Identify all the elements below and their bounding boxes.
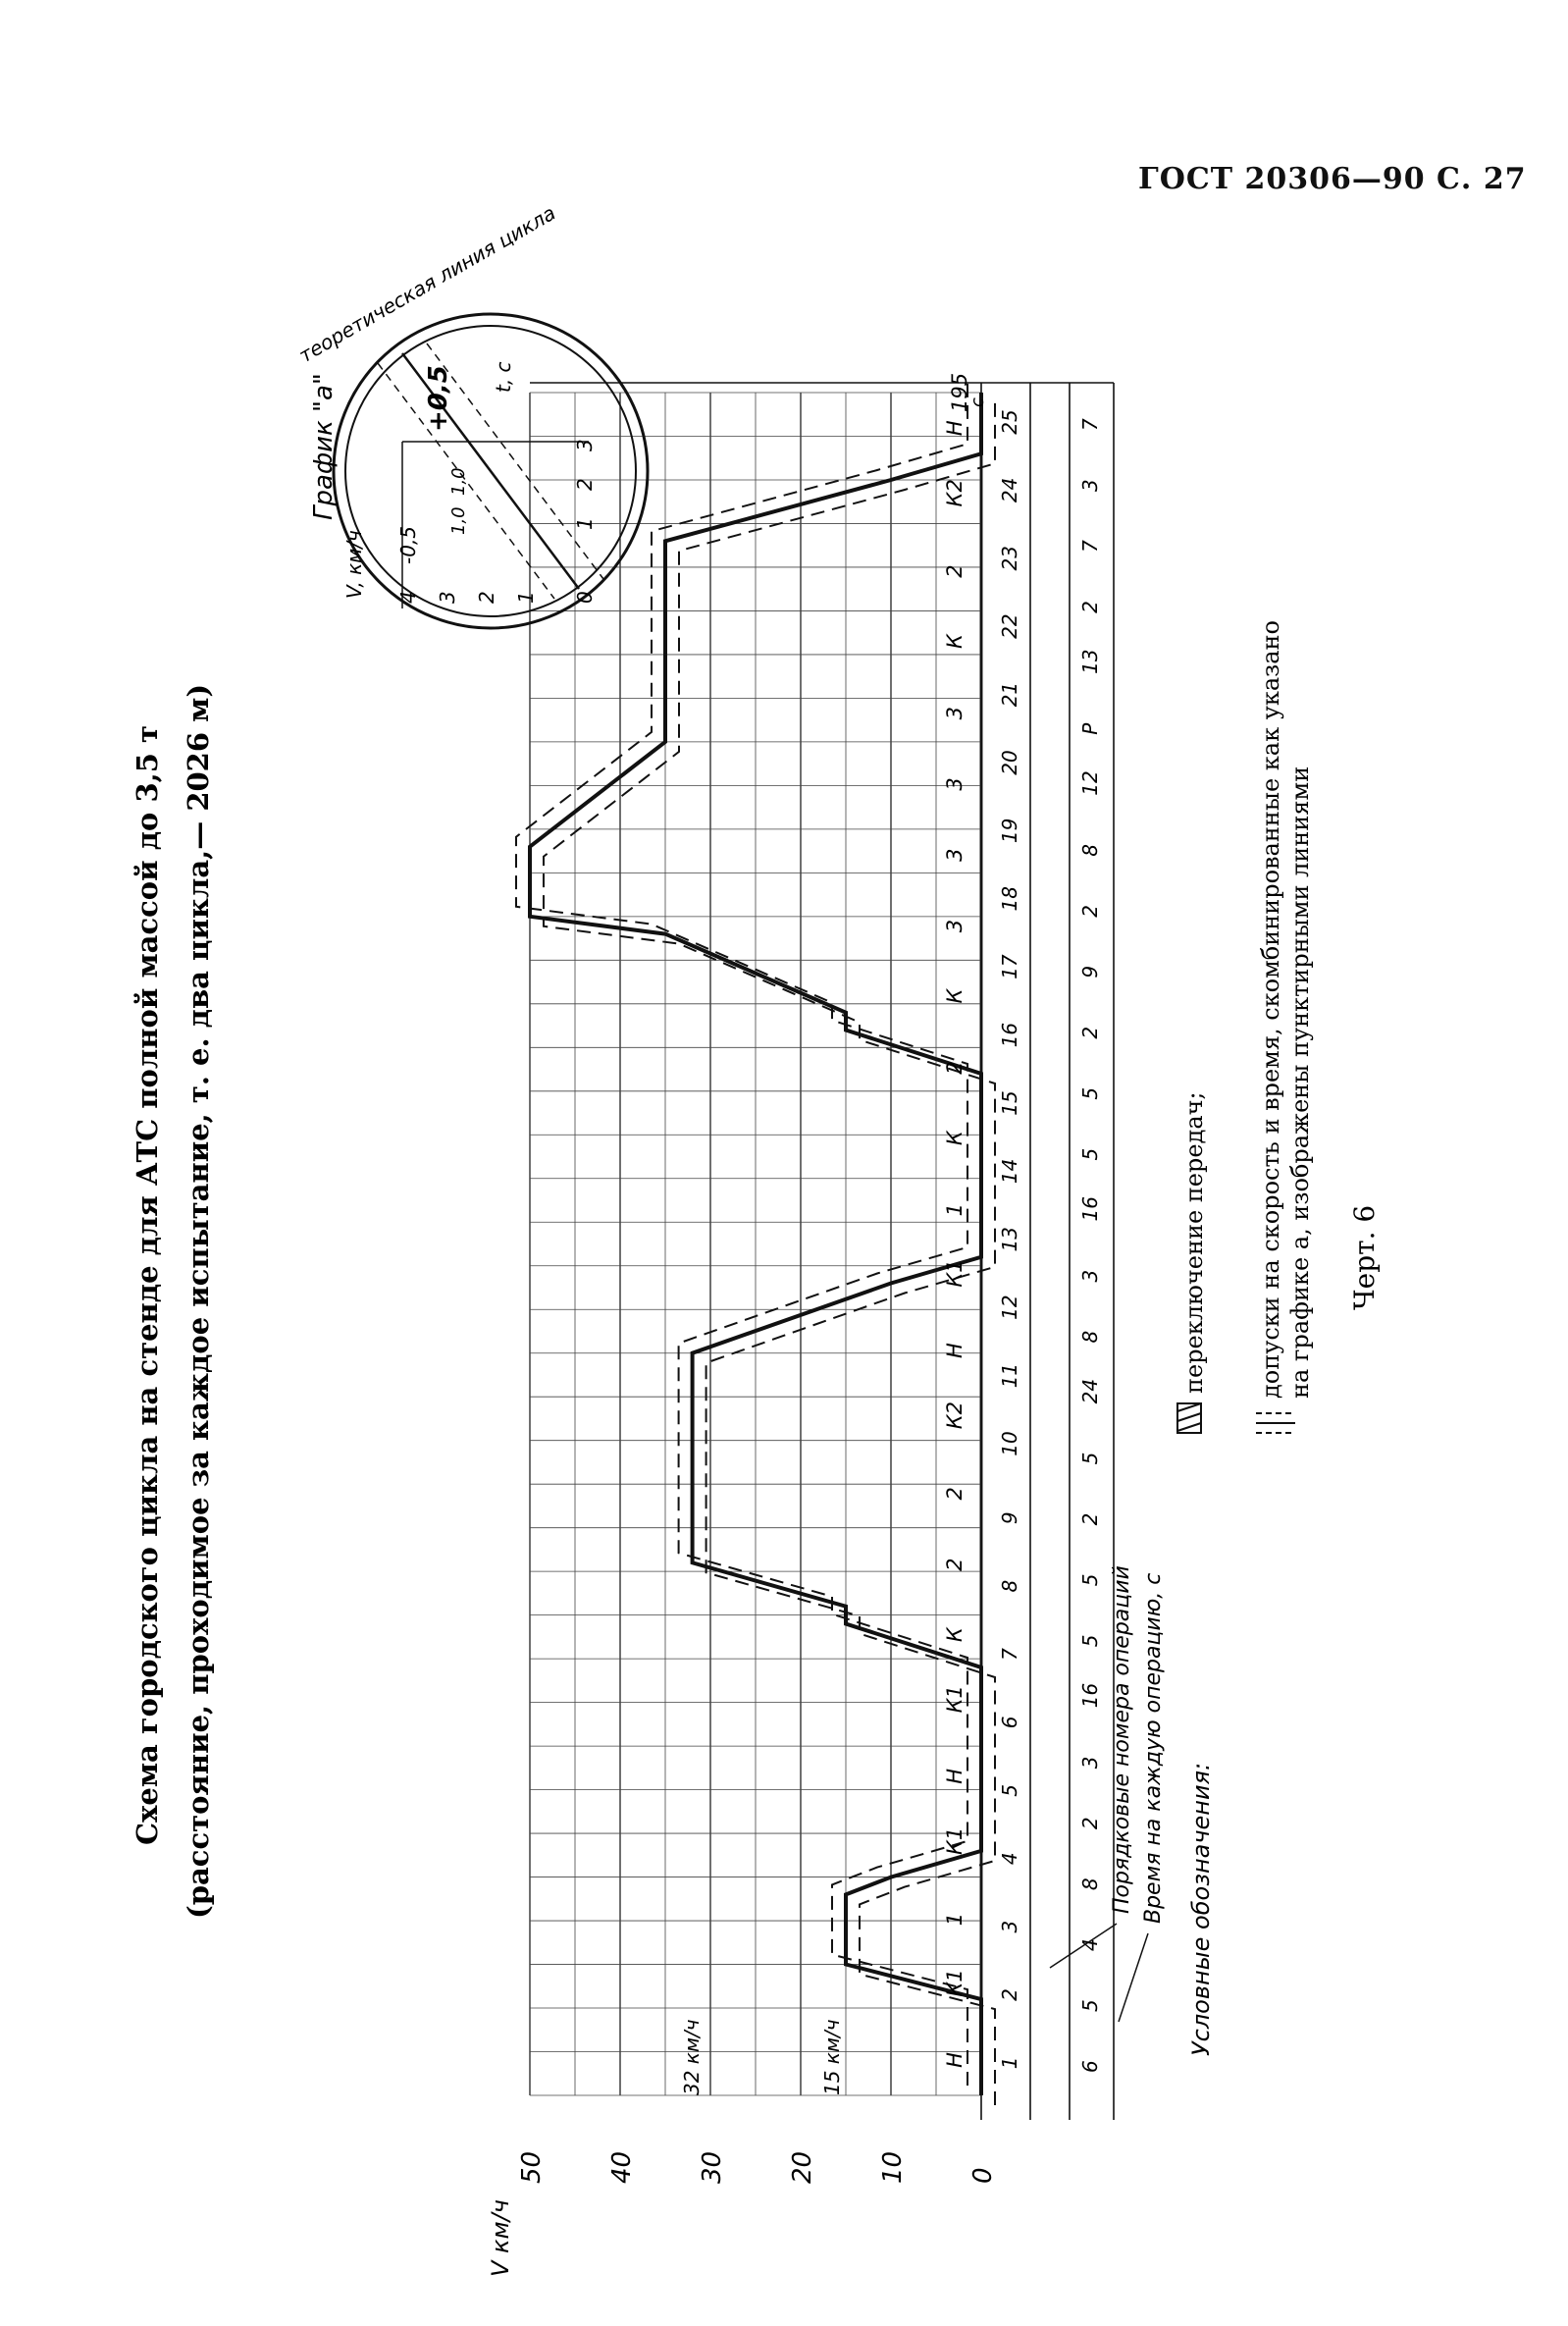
legend-tolerance-line2: на графике а, изображены пунктирными линиями	[1286, 766, 1314, 1399]
operation-time-7: 5	[1078, 1634, 1102, 1648]
y-tick-label-20: 20	[788, 2150, 817, 2184]
gear-mark-13: К	[943, 1131, 967, 1146]
operation-number-17: 17	[998, 954, 1021, 979]
operation-time-25: 7	[1078, 540, 1102, 553]
operation-number-15: 15	[998, 1090, 1021, 1116]
chart-title: Схема городского цикла на стенде для АТС полной массой до 3,5 т	[131, 724, 164, 1845]
inset-graph-a	[295, 201, 649, 628]
gear-mark-11: К1	[943, 1259, 967, 1288]
operation-number-5: 5	[998, 1783, 1021, 1797]
gear-mark-23: Н	[943, 420, 967, 437]
operation-time-26: 3	[1078, 479, 1102, 492]
inset-ytick-4: 4	[396, 591, 420, 604]
operation-time-6: 16	[1078, 1682, 1102, 1709]
y-tick-label-50: 50	[517, 2150, 547, 2184]
operation-time-4: 2	[1078, 1817, 1102, 1830]
gear-mark-21: 2	[943, 564, 967, 578]
operation-time-1: 5	[1078, 1999, 1102, 2013]
operation-time-18: 9	[1078, 965, 1102, 978]
gear-mark-6: К	[943, 1627, 967, 1643]
inset-ytick-0: 0	[573, 591, 597, 604]
tolerance-line-upper	[516, 383, 967, 2086]
legend-op-number: Порядковые номера операций	[1110, 1565, 1134, 1914]
operation-time-20: 8	[1078, 843, 1102, 857]
operation-time-27: 7	[1078, 418, 1102, 431]
gear-mark-18: 3	[943, 777, 967, 791]
operation-number-9: 9	[998, 1511, 1021, 1525]
inset-curve-label: теоретическая линия цикла	[294, 200, 560, 368]
gear-mark-2: 1	[943, 1912, 967, 1927]
inset-tol-t2: 1,0	[448, 467, 469, 496]
chart-grid	[530, 383, 1114, 2120]
operation-number-10: 10	[998, 1431, 1021, 1456]
operation-time-19: 2	[1078, 904, 1102, 918]
operation-number-1: 1	[998, 2056, 1021, 2070]
gear-mark-1: К1	[943, 1969, 967, 1997]
operation-number-3: 3	[998, 1920, 1021, 1933]
gear-mark-20: К	[943, 634, 967, 650]
operation-time-16: 5	[1078, 1086, 1102, 1100]
gear-mark-14: 2	[943, 1061, 967, 1075]
operation-time-14: 16	[1078, 1196, 1102, 1222]
legend-conventions: Условные обозначения:	[1187, 1762, 1215, 2056]
operation-number-23: 23	[998, 546, 1021, 571]
speed-annotation-15: 15 км/ч	[820, 2019, 844, 2095]
x-end-label: 195	[948, 372, 971, 412]
operation-time-2: 4	[1078, 1938, 1102, 1952]
tolerance-line-lower	[544, 402, 995, 2105]
gear-mark-3: К1	[943, 1826, 967, 1855]
gear-mark-5: К1	[943, 1685, 967, 1714]
inset-xtick-1: 1	[573, 517, 597, 530]
operation-time-22: Р	[1078, 722, 1102, 735]
inset-xtick-3: 3	[573, 439, 597, 451]
gear-mark-7: 2	[943, 1558, 967, 1571]
operation-number-25: 25	[998, 409, 1021, 435]
gear-mark-15: К	[943, 988, 967, 1004]
gear-mark-10: Н	[943, 1343, 967, 1358]
page-header: ГОСТ 20306—90 С. 27	[1138, 162, 1527, 196]
operation-number-21: 21	[998, 681, 1021, 708]
operation-number-18: 18	[998, 886, 1021, 912]
inset-ytick-2: 2	[475, 591, 498, 604]
operation-time-5: 3	[1078, 1756, 1102, 1770]
inset-x-label: t, с	[492, 361, 515, 393]
operation-number-7: 7	[998, 1648, 1021, 1661]
operation-time-23: 13	[1078, 649, 1102, 674]
operation-number-22: 22	[998, 613, 1021, 639]
gear-mark-16: 3	[943, 919, 967, 933]
gear-mark-4: Н	[943, 1768, 967, 1784]
operation-number-6: 6	[998, 1716, 1021, 1729]
gear-mark-0: Н	[943, 2052, 967, 2068]
operation-time-17: 2	[1078, 1026, 1102, 1039]
gear-mark-9: К2	[943, 1401, 967, 1430]
operation-time-0: 6	[1078, 2060, 1102, 2074]
operation-time-24: 2	[1078, 601, 1102, 613]
figure-caption: Черт. 6	[1348, 1204, 1381, 1310]
inset-ytick-1: 1	[514, 591, 538, 604]
operation-number-13: 13	[998, 1227, 1021, 1252]
gear-mark-19: 3	[943, 706, 967, 720]
y-axis-label: V км/ч	[487, 2199, 514, 2277]
gear-mark-12: 1	[943, 1202, 967, 1217]
y-tick-label-30: 30	[698, 2150, 727, 2184]
operation-time-15: 5	[1078, 1147, 1102, 1161]
operation-time-9: 2	[1078, 1512, 1102, 1526]
gear-shift-symbol-icon	[1177, 1403, 1201, 1433]
operation-time-12: 8	[1078, 1330, 1102, 1344]
inset-tol-minus: -0,5	[396, 525, 420, 564]
operation-time-3: 8	[1078, 1877, 1102, 1891]
operation-time-10: 5	[1078, 1452, 1102, 1465]
operation-number-12: 12	[998, 1295, 1021, 1320]
inset-y-label: V, км/ч	[342, 530, 366, 599]
gear-mark-22: К2	[943, 479, 967, 507]
y-tick-label-0: 0	[968, 2167, 998, 2184]
operation-number-11: 11	[998, 1362, 1021, 1389]
operation-number-4: 4	[998, 1852, 1021, 1866]
operation-number-14: 14	[998, 1158, 1021, 1185]
speed-annotation-32: 32 км/ч	[680, 2019, 704, 2095]
operation-number-8: 8	[998, 1579, 1021, 1593]
inset-title: График "а"	[309, 373, 339, 520]
operation-time-8: 5	[1078, 1573, 1102, 1587]
legend-op-time: Время на каждую операцию, с	[1141, 1572, 1166, 1924]
operation-number-20: 20	[998, 750, 1021, 775]
operation-time-11: 24	[1078, 1378, 1102, 1404]
operation-time-21: 12	[1078, 770, 1102, 796]
dashed-lines-symbol-icon	[1256, 1413, 1295, 1433]
operation-number-2: 2	[998, 1988, 1021, 2001]
x-end-unit: с	[967, 397, 988, 407]
operation-time-13: 3	[1078, 1269, 1102, 1283]
legend-tolerance-line1: допуски на скорость и время, скомбинированные как указано	[1257, 620, 1284, 1399]
legend-gear-shift: переключение передач;	[1180, 1091, 1208, 1394]
chart-subtitle: (расстояние, проходимое за каждое испытание, т. е. два цикла,— 2026 м)	[182, 683, 215, 1919]
inset-tol-t1: 1,0	[448, 506, 469, 535]
y-tick-label-40: 40	[607, 2150, 637, 2184]
inset-xtick-2: 2	[573, 478, 597, 491]
inset-tol-plus: +0,5	[424, 365, 453, 432]
gear-mark-17: 3	[943, 848, 967, 862]
operation-number-19: 19	[998, 818, 1021, 844]
y-tick-label-10: 10	[878, 2150, 908, 2184]
inset-ytick-3: 3	[436, 591, 459, 604]
operation-number-24: 24	[998, 477, 1021, 503]
gear-mark-8: 2	[943, 1487, 967, 1501]
operation-number-16: 16	[998, 1022, 1021, 1048]
